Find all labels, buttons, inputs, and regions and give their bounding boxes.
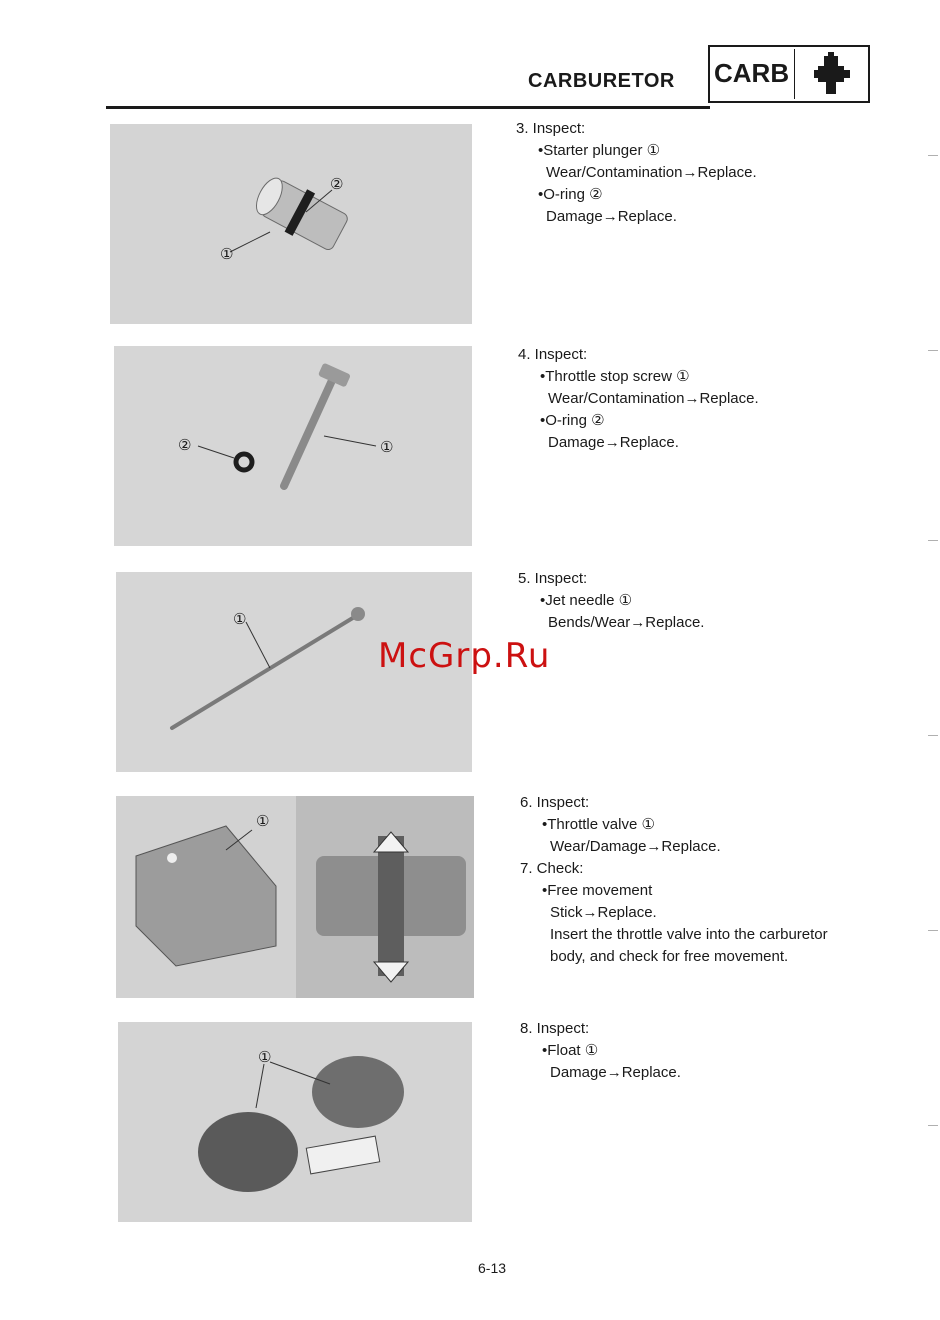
callout-2: ②: [330, 176, 344, 193]
throttle-valve-photo: [116, 796, 474, 998]
throttle-stop-screw-photo: [114, 346, 472, 546]
step-heading: 4. Inspect:: [518, 346, 588, 363]
callout-1: ①: [220, 246, 234, 263]
carburetor-icon: [810, 52, 856, 101]
step-8: [520, 1018, 681, 1084]
item: •O-ring ②: [540, 412, 605, 429]
margin-tick: [928, 735, 938, 736]
margin-tick: [928, 155, 938, 156]
item-detail: Stick→Replace.: [550, 904, 657, 921]
step-3: [516, 118, 757, 228]
item-detail: Wear/Damage→Replace.: [550, 838, 721, 855]
callout-1: ①: [380, 439, 394, 456]
step-5: [518, 568, 704, 634]
item: •O-ring ②: [538, 186, 603, 203]
item: •Free movement: [542, 882, 653, 899]
step-heading: 7. Check:: [520, 860, 584, 877]
step-4: [518, 344, 759, 454]
item-detail: Damage→Replace.: [546, 208, 677, 225]
item-detail: Damage→Replace.: [548, 434, 679, 451]
instruction-text: body, and check for free movement.: [550, 948, 789, 965]
step-6-7: [520, 792, 828, 968]
page-title: CARBURETOR: [528, 70, 675, 92]
step-heading: 6. Inspect:: [520, 794, 590, 811]
page-number: 6-13: [478, 1260, 507, 1276]
margin-tick: [928, 1125, 938, 1126]
header-rule: [106, 106, 710, 109]
callout-1: ①: [256, 813, 270, 830]
item: •Jet needle ①: [540, 592, 633, 609]
callout-1: ①: [233, 611, 247, 628]
section-code: CARB: [714, 58, 790, 88]
item-detail: Wear/Contamination→Replace.: [546, 164, 757, 181]
callout-2: ②: [178, 437, 192, 454]
item: •Float ①: [542, 1042, 599, 1059]
item: •Starter plunger ①: [538, 142, 661, 159]
step-heading: 8. Inspect:: [520, 1020, 590, 1037]
float-photo: [118, 1022, 472, 1222]
watermark: McGrp.Ru: [378, 636, 551, 676]
callout-1: ①: [258, 1049, 272, 1066]
item: •Throttle valve ①: [542, 816, 655, 833]
step-heading: 3. Inspect:: [516, 120, 586, 137]
instruction-text: Insert the throttle valve into the carburetor: [550, 926, 828, 943]
starter-plunger-photo: [110, 124, 472, 324]
margin-tick: [928, 930, 938, 931]
item-detail: Damage→Replace.: [550, 1064, 681, 1081]
item-detail: Wear/Contamination→Replace.: [548, 390, 759, 407]
step-heading: 5. Inspect:: [518, 570, 588, 587]
item-detail: Bends/Wear→Replace.: [548, 614, 705, 631]
margin-tick: [928, 540, 938, 541]
item: •Throttle stop screw ①: [540, 368, 690, 385]
margin-tick: [928, 350, 938, 351]
